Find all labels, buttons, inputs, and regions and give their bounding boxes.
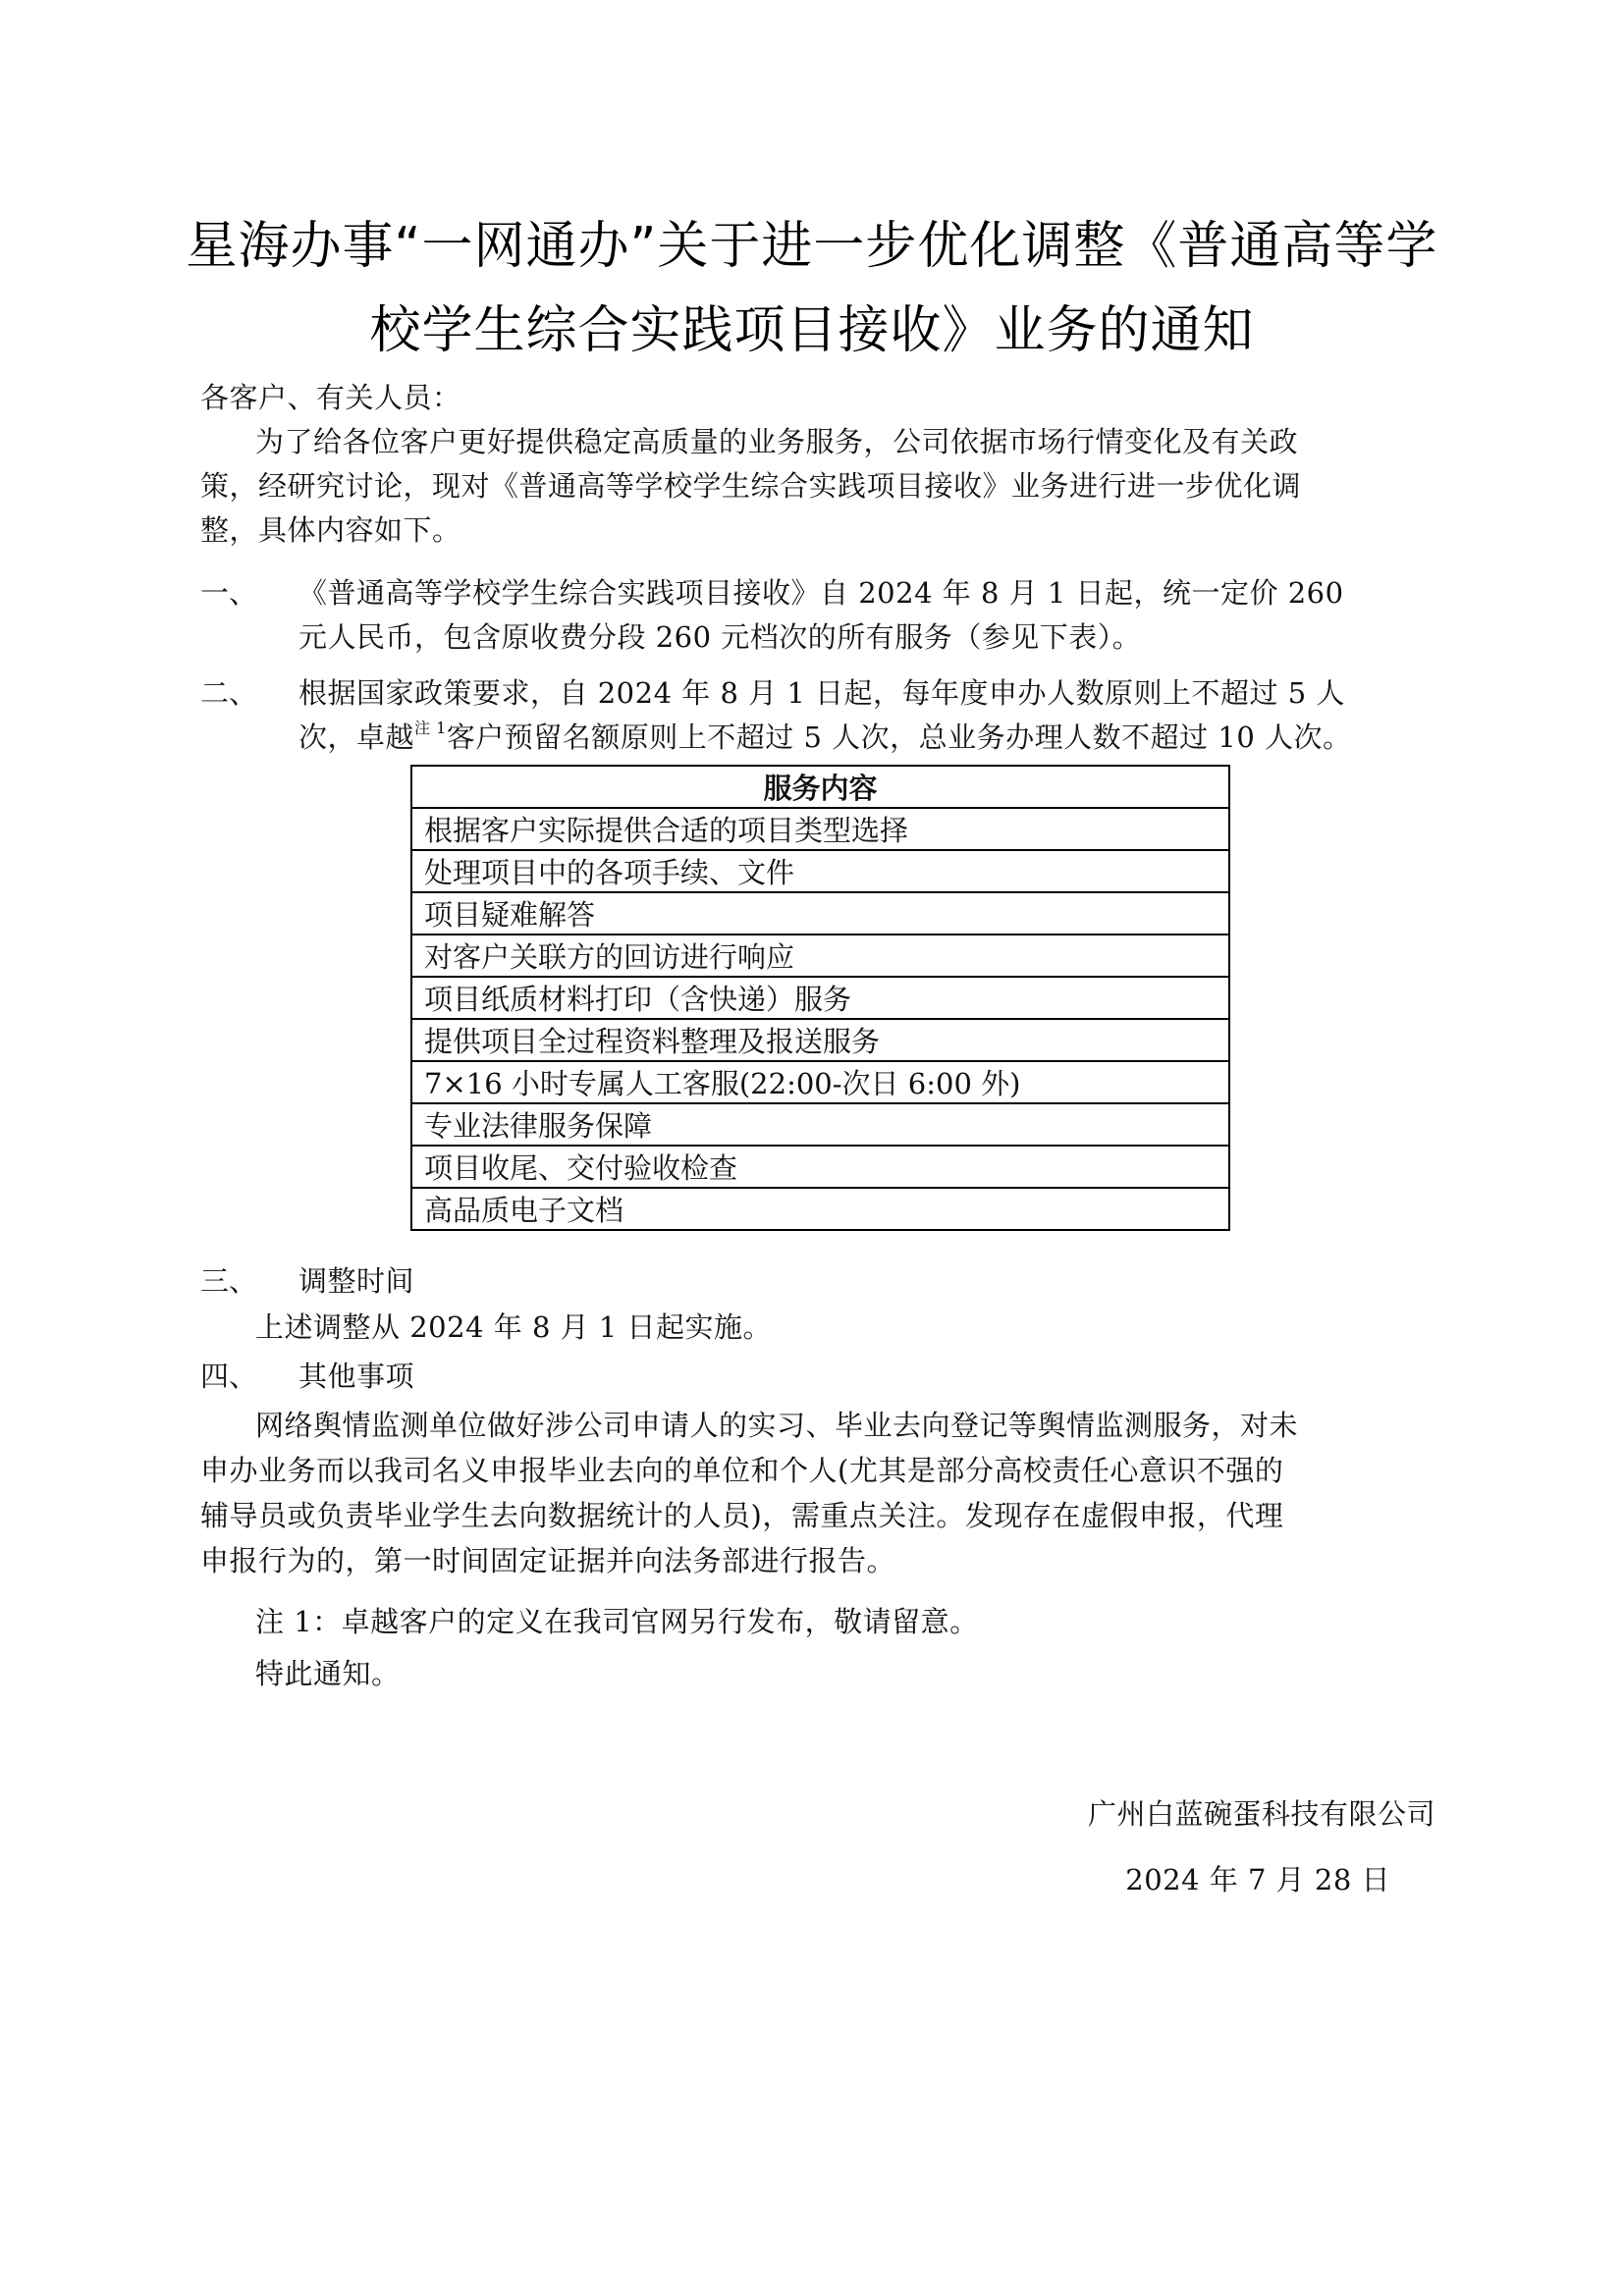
item-3-heading: 调整时间 — [298, 1264, 415, 1298]
item-3-body: 上述调整从 2024 年 8 月 1 日起实施。 — [255, 1310, 773, 1344]
item-1-number: 一、 — [200, 576, 258, 610]
title-line-1: 星海办事“一网通办”关于进一步优化调整《普通高等学 — [186, 217, 1438, 276]
item-4-line-2: 申办业务而以我司名义申报毕业去向的单位和个人(尤其是部分高校责任心意识不强的 — [200, 1454, 1284, 1487]
table-cell: 专业法律服务保障 — [411, 1103, 1229, 1146]
table-row — [411, 850, 1229, 892]
table-cell: 7×16 小时专属人工客服(22:00-次日 6:00 外) — [411, 1061, 1229, 1103]
table-row — [411, 1188, 1229, 1230]
title-line-2: 校学生综合实践项目接收》业务的通知 — [369, 301, 1255, 360]
table-row — [411, 1146, 1229, 1188]
signature-company: 广州白蓝碗蛋科技有限公司 — [1087, 1797, 1435, 1831]
table-cell: 对客户关联方的回访进行响应 — [411, 934, 1229, 977]
table-row — [411, 1019, 1229, 1061]
item-2-number: 二、 — [200, 676, 258, 710]
table-cell: 项目纸质材料打印（含快递）服务 — [411, 977, 1229, 1019]
item-1-line-2: 元人民币，包含原收费分段 260 元档次的所有服务（参见下表）。 — [298, 620, 1142, 654]
table-row — [411, 808, 1229, 850]
closing: 特此通知。 — [255, 1657, 401, 1690]
table-row — [411, 977, 1229, 1019]
item-2-line-2 — [298, 716, 1352, 756]
intro-line-2: 策，经研究讨论，现对《普通高等学校学生综合实践项目接收》业务进行进一步优化调 — [200, 469, 1302, 503]
item-2-line-2-start: 次，卓越 — [298, 721, 415, 754]
item-1-line-1: 《普通高等学校学生综合实践项目接收》自 2024 年 8 月 1 日起，统一定价 260 — [298, 576, 1344, 610]
signature-date: 2024 年 7 月 28 日 — [1125, 1863, 1390, 1896]
table-cell: 高品质电子文档 — [411, 1188, 1229, 1230]
table-cell: 提供项目全过程资料整理及报送服务 — [411, 1019, 1229, 1061]
table-cell: 根据客户实际提供合适的项目类型选择 — [411, 808, 1229, 850]
table-row — [411, 934, 1229, 977]
item-4-heading: 其他事项 — [298, 1360, 415, 1393]
footnote-marker: 注 1 — [414, 719, 447, 737]
table-header-row — [411, 766, 1229, 808]
table-row — [411, 892, 1229, 934]
table-cell: 处理项目中的各项手续、文件 — [411, 850, 1229, 892]
service-table — [410, 765, 1230, 1231]
salutation: 各客户、有关人员： — [200, 381, 461, 414]
table-row — [411, 1103, 1229, 1146]
intro-line-1: 为了给各位客户更好提供稳定高质量的业务服务，公司依据市场行情变化及有关政 — [255, 425, 1299, 458]
footnote: 注 1：卓越客户的定义在我司官网另行发布，敬请留意。 — [255, 1605, 979, 1638]
table-row — [411, 1061, 1229, 1103]
item-4-line-4: 申报行为的，第一时间固定证据并向法务部进行报告。 — [200, 1544, 896, 1577]
item-3-number: 三、 — [200, 1264, 258, 1298]
table-header: 服务内容 — [411, 766, 1229, 808]
item-2-line-1: 根据国家政策要求，自 2024 年 8 月 1 日起，每年度申办人数原则上不超过 5 人 — [298, 676, 1345, 710]
item-4-number: 四、 — [200, 1360, 258, 1393]
item-4-line-3: 辅导员或负责毕业学生去向数据统计的人员)，需重点关注。发现存在虚假申报，代理 — [200, 1499, 1284, 1532]
table-cell: 项目收尾、交付验收检查 — [411, 1146, 1229, 1188]
intro-line-3: 整，具体内容如下。 — [200, 513, 461, 547]
table-cell: 项目疑难解答 — [411, 892, 1229, 934]
item-2-line-2-end: 客户预留名额原则上不超过 5 人次，总业务办理人数不超过 10 人次。 — [446, 721, 1352, 754]
item-4-line-1: 网络舆情监测单位做好涉公司申请人的实习、毕业去向登记等舆情监测服务，对未 — [255, 1409, 1299, 1442]
